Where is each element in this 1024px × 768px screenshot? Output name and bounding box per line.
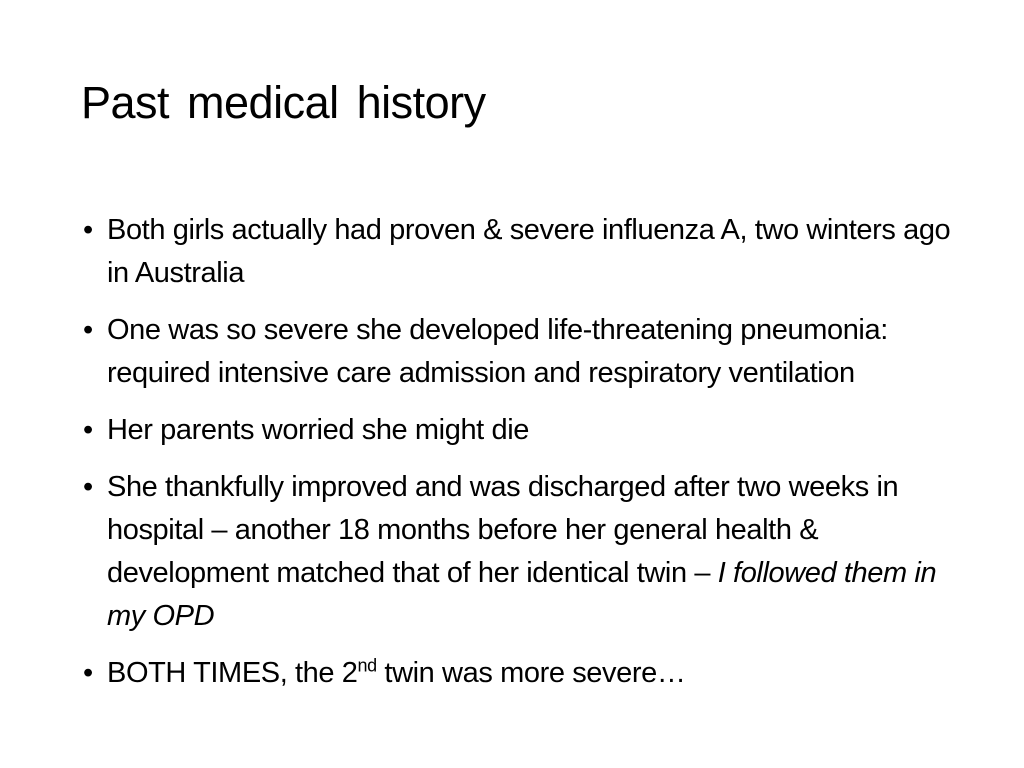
bullet-item [83, 652, 953, 695]
ordinal-superscript: nd [357, 655, 377, 676]
bullet-italic-text: I followed them in my OPD [107, 557, 937, 632]
bullet-text: She thankfully improved and was discharged after two weeks in hospital – another 18 months before her general health & development matched that of her identical twin – [107, 471, 899, 589]
bullet-item [83, 409, 953, 452]
bullet-text-continued: twin was more severe… [376, 657, 686, 689]
bullet-text: One was so severe she developed life-threatening pneumonia: required intensive care admission and respiratory ventilation [107, 314, 888, 389]
bullet-marker: • [83, 314, 93, 346]
bullet-text: Both girls actually had proven & severe influenza A, two winters ago in Australia [107, 214, 951, 289]
bullet-marker: • [83, 657, 93, 689]
bullet-text: Her parents worried she might die [107, 414, 529, 446]
bullet-item [83, 209, 953, 295]
bullet-text: BOTH TIMES, the 2 [107, 657, 358, 689]
slide-title: Past medical history [81, 77, 486, 128]
bullet-marker: • [83, 414, 93, 446]
bullet-marker: • [83, 214, 93, 246]
bullet-item [83, 466, 953, 638]
bullet-marker: • [83, 471, 93, 503]
bullet-list [83, 209, 953, 695]
bullet-item [83, 309, 953, 395]
